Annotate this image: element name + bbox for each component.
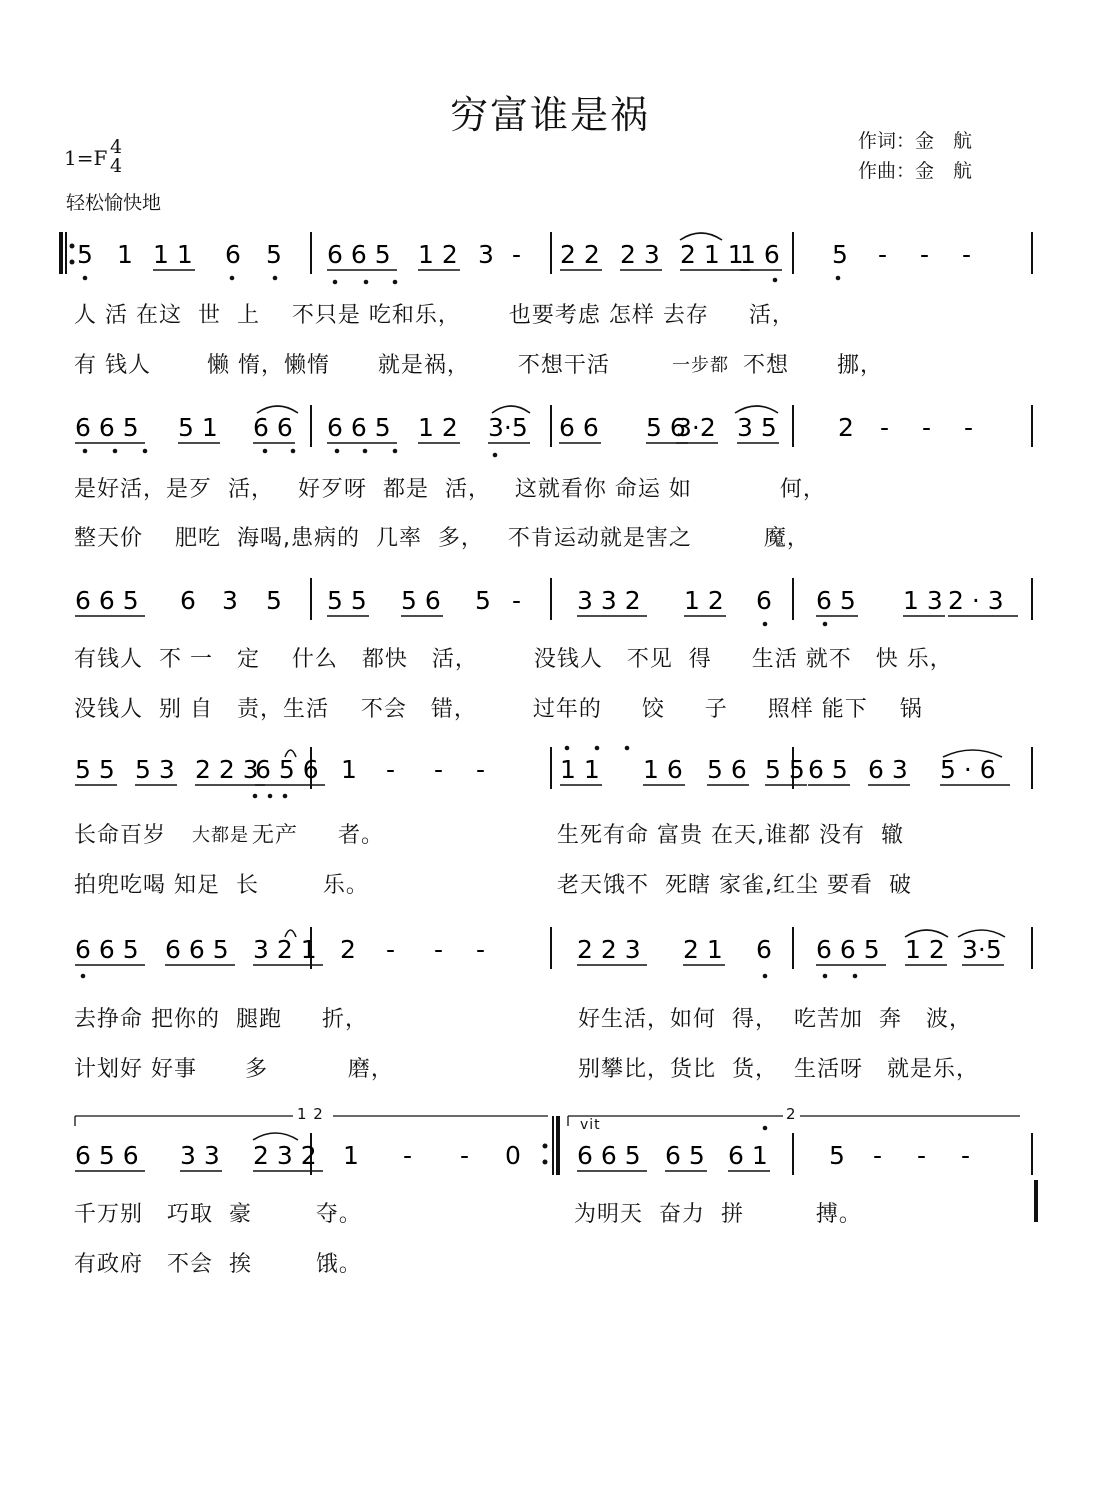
lyric-line: 老天饿不 死瞎 家雀,红尘 要看 破	[557, 873, 912, 898]
lyric-line: 千万别 巧取 豪 夺。	[74, 1202, 362, 1227]
octave-dot	[773, 278, 778, 283]
note-group: 6 5 6	[255, 755, 319, 784]
note-group: 1	[343, 1141, 359, 1170]
note-group: 6 6 5	[577, 1141, 641, 1170]
note-group: -	[512, 240, 522, 269]
octave-dot	[268, 794, 273, 799]
note-group: 2 1 1	[680, 240, 744, 269]
octave-dot	[625, 746, 630, 751]
octave-dot	[253, 794, 258, 799]
octave-dot	[283, 794, 288, 799]
note-group: 3	[478, 240, 494, 269]
vit-marking: vit	[580, 1117, 601, 1133]
note-group: 6 5	[816, 586, 856, 615]
octave-dot	[273, 276, 278, 281]
octave-dot	[83, 449, 88, 454]
note-group: 6 6	[559, 413, 599, 442]
lyric-line: 有 钱人 懒 惰，懒惰 就是祸， 不想干活	[74, 353, 610, 378]
note-group: 6 5	[665, 1141, 705, 1170]
note-group: -	[964, 413, 974, 442]
note-group: 6	[756, 586, 772, 615]
note-group: 1 1	[560, 755, 600, 784]
lyricist-credit: 作词：金 航	[858, 130, 973, 152]
note-group: 1 2	[905, 935, 945, 964]
note-group: 5 6	[646, 413, 686, 442]
note-group: 3	[222, 586, 238, 615]
note-group: 2 3 2	[253, 1141, 317, 1170]
composer-credit: 作曲：金 航	[858, 160, 973, 182]
note-group: 2 2 3	[577, 935, 641, 964]
note-group: -	[403, 1141, 413, 1170]
note-group: -	[386, 755, 396, 784]
note-group: 2 2 3	[195, 755, 259, 784]
octave-dot	[393, 280, 398, 285]
note-group: 1 6	[740, 240, 780, 269]
note-group: 6 6 5	[165, 935, 229, 964]
note-group: 3 5	[737, 413, 777, 442]
note-group: 1 2	[418, 240, 458, 269]
note-group: 1 1	[153, 240, 193, 269]
note-group: 0	[505, 1141, 521, 1170]
note-group: 6 6 5	[816, 935, 880, 964]
note-group: 5 3	[135, 755, 175, 784]
time-signature-top: 4	[110, 136, 123, 158]
note-group: 6	[180, 586, 196, 615]
note-group: 2	[340, 935, 356, 964]
note-group: 5	[77, 240, 93, 269]
lyric-line: 整天价 肥吃 海喝,患病的 几率 多， 不肯运动就是害之 魔，	[74, 526, 810, 551]
note-group: -	[917, 1141, 927, 1170]
lyric-line: 好生活，如何 得， 吃苦加 奔 波，	[578, 1007, 972, 1032]
lyric-small: 一步都	[672, 355, 729, 376]
tie-slur	[253, 1133, 298, 1140]
note-group: 2 · 3	[948, 586, 1004, 615]
lyric-line: 长命百岁	[74, 823, 167, 848]
octave-dot	[493, 453, 498, 458]
note-group: 2	[838, 413, 854, 442]
octave-dot	[836, 276, 841, 281]
note-group: -	[962, 240, 972, 269]
song-title: 穷富谁是祸	[449, 93, 650, 137]
octave-dot	[763, 1126, 768, 1131]
note-group: -	[460, 1141, 470, 1170]
note-group: 5 5	[75, 755, 115, 784]
tie-slur	[680, 233, 722, 240]
note-group: 5 · 6	[940, 755, 996, 784]
note-group: 5	[832, 240, 848, 269]
octave-dot	[83, 276, 88, 281]
lyric-line: 不想 挪，	[735, 353, 883, 378]
note-group: 1 6	[643, 755, 683, 784]
octave-dot	[823, 974, 828, 979]
octave-dot	[333, 280, 338, 285]
note-group: -	[961, 1141, 971, 1170]
lyric-line: 为明天 奋力 拼 搏。	[574, 1202, 862, 1227]
note-group: 1 2	[684, 586, 724, 615]
volta-1-2: 1 2	[297, 1105, 324, 1123]
note-group: 6 5	[808, 755, 848, 784]
note-group: 5	[266, 240, 282, 269]
lyric-line: 去挣命 把你的 腿跑 折，	[74, 1007, 368, 1032]
note-group: 5 6	[401, 586, 441, 615]
octave-dot	[81, 974, 86, 979]
octave-dot	[763, 974, 768, 979]
lyric-line: 生死有命 富贵 在天,谁都 没有 辙	[557, 823, 904, 848]
octave-dot	[393, 449, 398, 454]
note-group: 6 6 5	[75, 935, 139, 964]
note-group: 6	[756, 935, 772, 964]
note-group: 1	[117, 240, 133, 269]
note-group: 3 3 2	[577, 586, 641, 615]
note-group: -	[920, 240, 930, 269]
note-group: 6 3	[868, 755, 908, 784]
note-group: -	[434, 935, 444, 964]
octave-dot	[230, 276, 235, 281]
note-group: -	[922, 413, 932, 442]
octave-dot	[363, 449, 368, 454]
note-group: 6	[225, 240, 241, 269]
lyric-line: 是好活，是歹 活， 好歹呀 都是 活， 这就看你 命运 如 何，	[74, 477, 826, 502]
note-group: -	[476, 755, 486, 784]
lyric-line: 有钱人 不 一 定 什么 都快 活， 没钱人 不见 得 生活 就不 快 乐，	[74, 647, 953, 672]
note-group: 3·5	[488, 413, 528, 442]
lyric-line: 没钱人 别 自 责，生活 不会 错， 过年的 饺 子 照样 能下 锅	[74, 697, 923, 722]
lyric-line: 计划好 好事 多 磨，	[74, 1057, 394, 1082]
octave-dot	[595, 746, 600, 751]
lyric-line: 别攀比，货比 货， 生活呀 就是乐，	[578, 1057, 979, 1082]
note-group: 5	[266, 586, 282, 615]
note-group: 2 3	[620, 240, 660, 269]
octave-dot	[364, 280, 369, 285]
note-group: 6 6	[253, 413, 293, 442]
tempo-marking: 轻松愉快地	[66, 192, 162, 214]
note-group: 1 2	[418, 413, 458, 442]
key-signature: 1=F	[64, 146, 108, 170]
octave-dot	[291, 449, 296, 454]
note-group: 5 6	[707, 755, 747, 784]
lyric-line: 人 活 在这 世 上 不只是 吃和乐， 也要考虑 怎样 去存 活，	[74, 303, 795, 328]
note-group: 5	[829, 1141, 845, 1170]
tie-slur	[735, 406, 778, 413]
note-group: 1	[341, 755, 357, 784]
note-group: 5	[475, 586, 491, 615]
octave-dot	[263, 449, 268, 454]
note-group: 1 3	[903, 586, 943, 615]
note-group: 2 2	[560, 240, 600, 269]
note-group: 2 1	[683, 935, 723, 964]
note-group: 3 2 1	[253, 935, 317, 964]
octave-dot	[763, 622, 768, 627]
note-group: 6 6 5	[75, 586, 139, 615]
note-group: -	[512, 586, 522, 615]
note-group: 5 5	[765, 755, 805, 784]
octave-dot	[565, 746, 570, 751]
note-group: -	[386, 935, 396, 964]
lyric-line: 有政府 不会 挨 饿。	[74, 1252, 362, 1277]
tie-slur	[257, 406, 298, 413]
note-group: 6 1	[728, 1141, 768, 1170]
note-group: 3·5	[962, 935, 1002, 964]
volta-brackets	[75, 1116, 1020, 1126]
octave-dot	[823, 622, 828, 627]
volta-2: 2	[786, 1105, 797, 1123]
octave-dot	[853, 974, 858, 979]
lyric-line: 无产 者。	[252, 823, 384, 848]
time-signature-bottom: 4	[110, 155, 123, 177]
note-group: 5 1	[178, 413, 218, 442]
note-group: 3·2	[676, 413, 716, 442]
note-group: 6 6 5	[327, 413, 391, 442]
note-group: -	[476, 935, 486, 964]
note-group: 6 6 5	[75, 413, 139, 442]
lyric-small: 大都是	[192, 825, 249, 846]
note-group: -	[873, 1141, 883, 1170]
note-group: 6 6 5	[327, 240, 391, 269]
note-group: -	[878, 240, 888, 269]
lyric-line: 拍兜吃喝 知足 长 乐。	[74, 873, 369, 898]
note-group: 5 5	[327, 586, 367, 615]
tie-slur	[492, 406, 530, 413]
note-group: -	[880, 413, 890, 442]
octave-dot	[113, 449, 118, 454]
octave-dot	[335, 449, 340, 454]
note-group: 6 5 6	[75, 1141, 139, 1170]
octave-dot	[143, 449, 148, 454]
note-group: -	[434, 755, 444, 784]
note-group: 3 3	[180, 1141, 220, 1170]
